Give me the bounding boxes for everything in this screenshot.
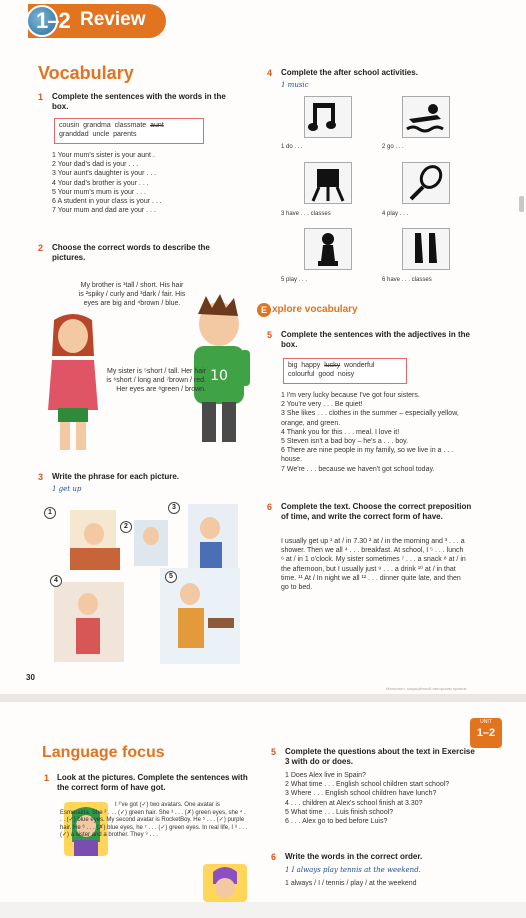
ex3-example-answer: 1 get up — [52, 485, 82, 493]
activity-caption: 6 have . . . classes — [382, 277, 432, 283]
viewer-bottom-bar — [0, 902, 526, 918]
picture-number: 2 — [120, 521, 132, 533]
scrollbar-thumb[interactable] — [519, 196, 524, 212]
activity-caption: 5 play . . . — [281, 277, 308, 283]
word-box-line — [59, 130, 199, 139]
avatar-illustration — [203, 864, 247, 902]
word: good — [318, 371, 334, 378]
picture-number: 4 — [50, 575, 62, 587]
speech-bubble-brother: My brother is ¹tall / short. His hair is ²spiky / curly and ³dark / fair. His eyes are big and ⁴brown / blue. — [78, 282, 186, 308]
ex1-sentence-list — [52, 151, 252, 215]
ex5-sentence: 7 We're . . . because we haven't got school today. — [281, 465, 435, 473]
ex1-sentence: 7 Your mum and dad are your . . . — [52, 207, 156, 215]
ex1-sentence: 2 Your dad's dad is your . . . — [52, 161, 139, 169]
daily-routine-illustration — [40, 498, 252, 670]
lf-ex5-instruction: Complete the questions about the text in Exercise 3 with do or does. — [285, 747, 475, 766]
word: uncle — [92, 131, 110, 138]
ex1-word-box — [54, 118, 204, 144]
unit-number: 1–2 — [36, 8, 70, 33]
music-notes-icon — [304, 96, 352, 138]
lf-ex1-text: I ¹'ve got (✓) two avatars. One avatar is Esmeralda. She ² . . . (✓) green hair. She ³ . . . (✗) green eyes, she ⁴ . . . (✓) blue eyes. My second avatar is RocketBoy. He ⁵ . . . (✓) purple hair. He ⁶ . . . (✗) blue eyes, he ⁷ . . . (✓) green eyes. In real life, I ⁸ . . . (✓) a sister and a brother. They ⁹ . . . — [60, 802, 248, 839]
word: wonderful — [344, 362, 375, 369]
lf-ex1-number: 1 — [44, 773, 50, 783]
ex1-instruction: Complete the sentences with the words in the box. — [52, 92, 226, 111]
ex4-instruction: Complete the after school activities. — [281, 68, 418, 77]
word-box-line — [288, 361, 402, 370]
ex5-sentence: 2 You're very . . . Be quiet! — [281, 401, 363, 409]
chess-piece-icon — [304, 228, 352, 270]
unit-badge — [470, 718, 502, 748]
ex3-instruction: Write the phrase for each picture. — [52, 472, 179, 481]
word: big — [288, 362, 298, 369]
tennis-racket-icon — [402, 162, 450, 204]
ex5-sentence: 5 Steven isn't a bad boy – he's a . . . boy. — [281, 438, 409, 446]
word: grandma — [83, 122, 111, 129]
unit-badge-label: UNIT — [480, 719, 492, 725]
lf-ex5-question: 1 Does Alex live in Spain? — [285, 772, 366, 779]
ex5-sentence: 1 I'm very lucky because I've got four sisters. — [281, 392, 420, 399]
lf-ex5-question: 5 What time . . . Luis finish school? — [285, 808, 394, 816]
word: colourful — [288, 371, 315, 378]
unit-badge-number: 1–2 — [476, 727, 496, 739]
ex5-word-box — [283, 358, 407, 384]
activity-caption: 1 do . . . — [281, 144, 303, 150]
painting-easel-icon — [304, 162, 352, 204]
explore-vocabulary-heading: xplore vocabulary — [272, 304, 358, 315]
activity-caption: 2 go . . . — [382, 144, 404, 150]
ex5-number: 5 — [267, 330, 273, 340]
word-crossed: lucky — [324, 362, 341, 369]
lf-ex5-question-list — [285, 771, 495, 826]
lf-ex5-question: 4 . . . children at Alex's school finish at 3.30? — [285, 799, 423, 807]
activity-caption: 3 have . . . classes — [281, 211, 331, 217]
lf-ex6-item: 1 always / I / tennis / play / at the weekend — [285, 880, 417, 887]
ex5-sentence: 4 Thank you for this . . . meal. I love it! — [281, 428, 400, 436]
ex4-example-answer: 1 music — [281, 81, 309, 89]
lf-ex6-number: 6 — [271, 852, 277, 862]
ex3-number: 3 — [38, 472, 44, 482]
word: cousin — [59, 122, 80, 129]
swimming-icon — [402, 96, 450, 138]
word-crossed: aunt — [150, 122, 164, 129]
word: noisy — [337, 371, 355, 378]
ex2-number: 2 — [38, 243, 44, 253]
ex5-sentence-list — [281, 391, 471, 474]
ex1-sentence: 5 Your mum's mum is your . . . — [52, 188, 146, 196]
picture-number: 1 — [44, 507, 56, 519]
lf-ex6-example: 1 I always play tennis at the weekend. — [285, 866, 421, 874]
word-box-line — [288, 370, 402, 379]
page-title: Review — [80, 9, 146, 30]
ex5-sentence: 3 She likes . . . clothes in the summer – especially yellow, orange, and green. — [281, 410, 459, 427]
word-box-line — [59, 121, 199, 130]
ex6-text: I usually get up ¹ at / in 7.30 ² at / in the morning and ³ . . . a shower. Then we all ⁴ . . . breakfast. At school, I ⁵ . . . lunch ⁶ at / in 1 o'clock. My sister sometimes ⁷ . . . a snack ⁸ at / in the afternoon, but I usually just ⁹ . . . a drink ¹⁰ at / in that time. ¹¹ At / In night we all ¹² . . . dinner quite late, and then go to bed. — [281, 538, 466, 592]
speech-bubble-sister: My sister is ⁵short / tall. Her hair is ⁶short / long and ⁷brown / red. Her eyes are ⁸green / brown. — [106, 368, 206, 394]
girl-illustration — [40, 312, 106, 452]
lf-ex1-instruction: Look at the pictures. Complete the sentences with the correct form of have got. — [57, 773, 248, 792]
ex2-instruction: Choose the correct words to describe the pictures. — [52, 243, 210, 262]
ex1-sentence: 4 Your dad's brother is your . . . — [52, 179, 149, 187]
picture-number: 5 — [165, 571, 177, 583]
lf-ex5-question: 6 . . . Alex go to bed before Luis? — [285, 818, 388, 826]
ex5-sentence: 6 There are nine people in my family, so we live in a . . . house. — [281, 447, 454, 464]
ex1-sentence: 3 Your aunt's daughter is your . . . — [52, 170, 157, 178]
ex1-number: 1 — [38, 92, 44, 102]
lf-ex5-question: 2 What time . . . English school children start school? — [285, 781, 450, 789]
word: granddad — [59, 131, 89, 138]
ex1-sentence: 6 A student in your class is your . . . — [52, 198, 162, 206]
explore-badge — [257, 303, 271, 317]
copyright-notice: Материал, защищённый авторским правом — [386, 686, 467, 691]
ex1-sentence: 1 Your mum's sister is your aunt . — [52, 152, 155, 159]
ex6-instruction: Complete the text. Choose the correct preposition of time, and write the correct form of have. — [281, 502, 472, 521]
ballet-shoes-icon — [402, 228, 450, 270]
word: happy — [301, 362, 321, 369]
ex4-number: 4 — [267, 68, 273, 78]
ex6-number: 6 — [267, 502, 273, 512]
language-focus-heading: Language focus — [42, 744, 165, 761]
lf-ex5-question: 3 Where . . . English school children have lunch? — [285, 790, 437, 798]
word: classmate — [114, 122, 147, 129]
activity-caption: 4 play . . . — [382, 211, 409, 217]
ex5-instruction: Complete the sentences with the adjectives in the box. — [281, 330, 470, 349]
word: parents — [113, 131, 137, 138]
explore-badge-letter: E — [260, 305, 267, 315]
picture-number: 3 — [168, 502, 180, 514]
lf-ex5-number: 5 — [271, 747, 277, 757]
page-number: 30 — [26, 673, 35, 682]
vocabulary-heading: Vocabulary — [38, 63, 134, 83]
svg-text:10: 10 — [210, 368, 228, 384]
lf-ex6-instruction: Write the words in the correct order. — [285, 852, 423, 861]
page-gap — [0, 694, 526, 702]
textbook-page-31 — [0, 702, 526, 902]
